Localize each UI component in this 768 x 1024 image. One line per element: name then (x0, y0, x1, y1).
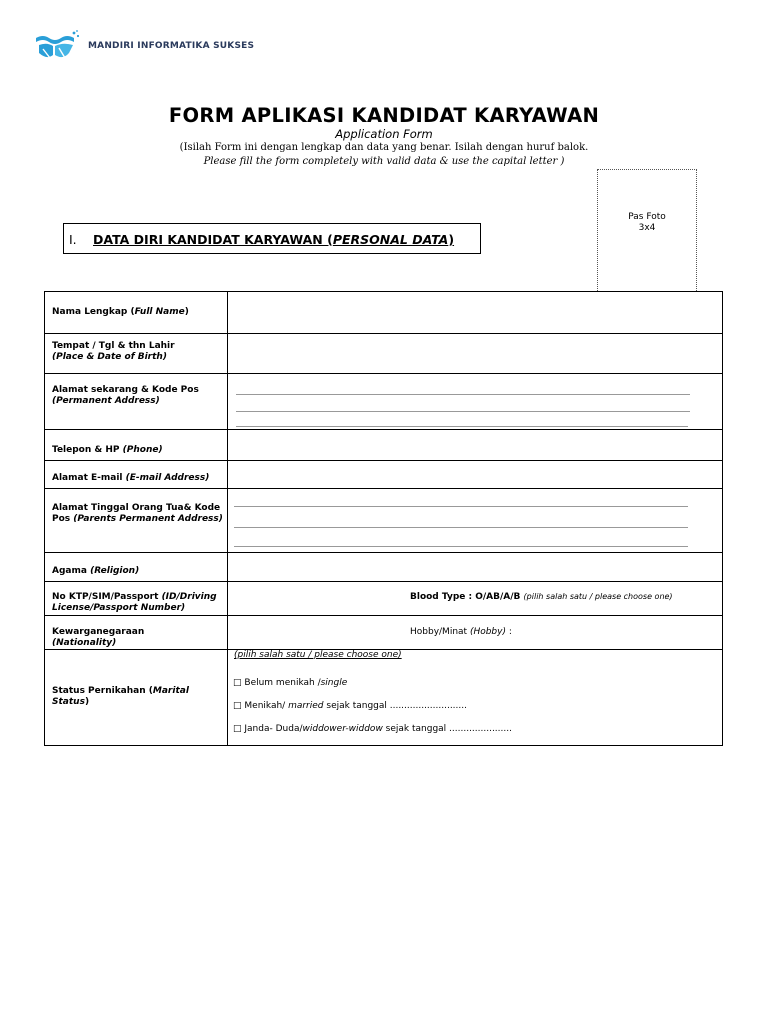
phone-label: Telepon & HP (Phone) (52, 445, 163, 455)
instruction-indonesian: (Isilah Form ini dengan lengkap dan data yang benar. Isilah dengan huruf balok. (179, 142, 589, 153)
marital-option-married[interactable]: □ Menikah/ married sejak tanggal ........................... (233, 701, 467, 711)
personal-data-table (44, 291, 723, 746)
row-divider (45, 552, 722, 553)
email-label: Alamat E-mail (E-mail Address) (52, 473, 210, 483)
blood-type-label: Blood Type : O/AB/A/B (pilih salah satu / please choose one) (410, 592, 673, 602)
photo-label: Pas Foto 3x4 (628, 212, 666, 233)
section-number: I. (69, 232, 77, 247)
form-subtitle: Application Form (335, 127, 433, 141)
checkbox-icon[interactable]: □ (233, 724, 242, 734)
address-fill-line[interactable] (236, 394, 690, 395)
row-divider (45, 581, 722, 582)
section-title: DATA DIRI KANDIDAT KARYAWAN (PERSONAL DATA) (93, 232, 455, 247)
checkbox-icon[interactable]: □ (233, 701, 242, 711)
address-fill-line[interactable] (236, 426, 688, 427)
marital-option-widowed[interactable]: □ Janda- Duda/widdower-widdow sejak tanggal ...................... (233, 724, 512, 734)
full-name-label: Nama Lengkap (Full Name) (52, 307, 189, 317)
id-number-label: No KTP/SIM/Passport (ID/Driving License/Passport Number) (52, 592, 217, 613)
column-divider (227, 292, 228, 745)
parents-address-fill-line[interactable] (234, 506, 688, 507)
hobby-label: Hobby/Minat (Hobby) : (410, 627, 512, 637)
address-fill-line[interactable] (236, 411, 690, 412)
checkbox-icon[interactable]: □ (233, 678, 242, 688)
address-label: Alamat sekarang & Kode Pos (Permanent Address) (52, 385, 199, 406)
parents-address-label: Alamat Tinggal Orang Tua& Kode Pos (Parents Permanent Address) (52, 503, 223, 524)
birth-label: Tempat / Tgl & thn Lahir (Place & Date of Birth) (52, 341, 175, 362)
row-divider (45, 373, 722, 374)
row-divider (45, 460, 722, 461)
form-title: FORM APLIKASI KANDIDAT KARYAWAN (168, 104, 600, 127)
row-divider (45, 333, 722, 334)
row-divider (45, 615, 722, 616)
religion-label: Agama (Religion) (52, 566, 140, 576)
row-divider (45, 488, 722, 489)
marital-choose-note: (pilih salah satu / please choose one) (234, 650, 402, 660)
nationality-label: Kewarganegaraan (Nationality) (52, 627, 145, 648)
parents-address-fill-line[interactable] (234, 546, 688, 547)
parents-address-fill-line[interactable] (234, 527, 688, 528)
row-divider (45, 429, 722, 430)
company-name: MANDIRI INFORMATIKA SUKSES (88, 41, 255, 51)
company-logo-icon (33, 29, 81, 65)
marital-option-single[interactable]: □ Belum menikah /single (233, 678, 348, 688)
marital-status-label: Status Pernikahan (Marital Status) (52, 686, 189, 707)
instruction-english: Please fill the form completely with valid data & use the capital letter ) (203, 156, 565, 167)
